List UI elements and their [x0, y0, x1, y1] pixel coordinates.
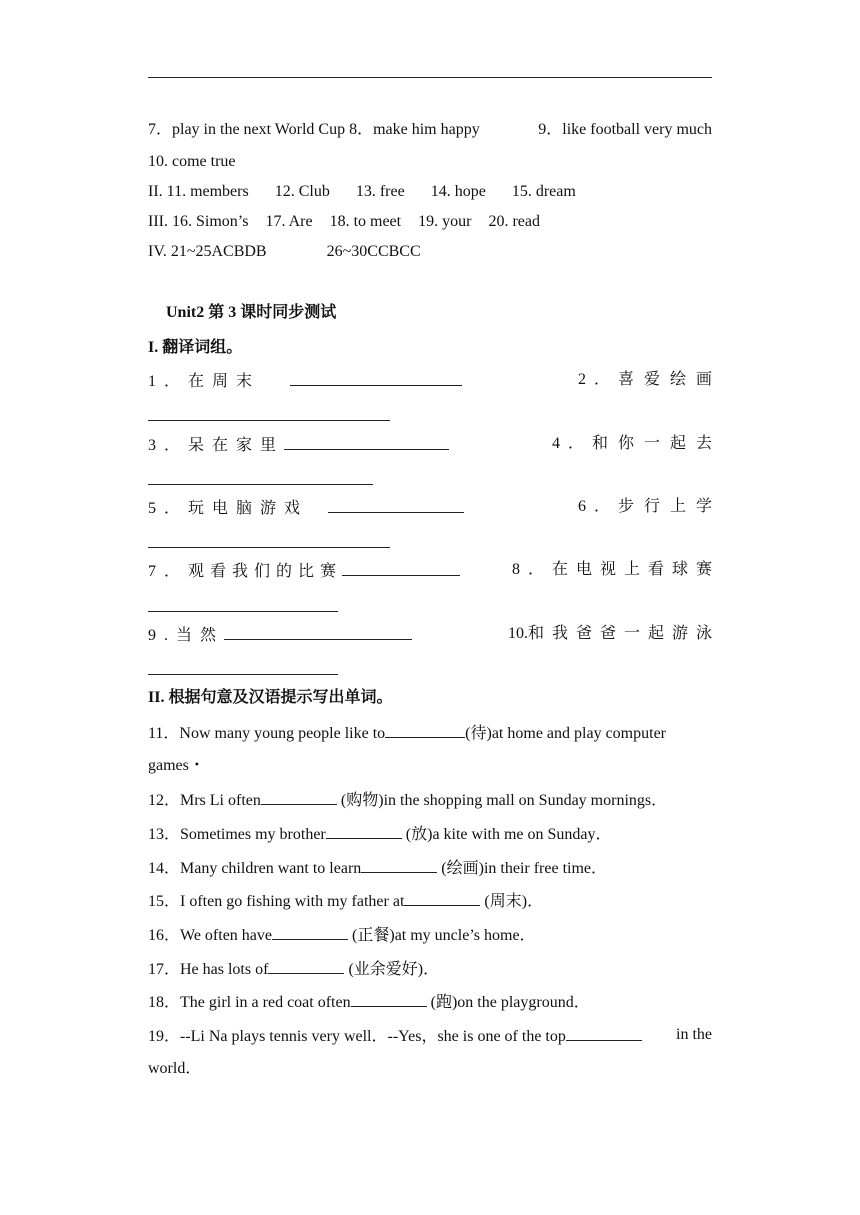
- answer-line-2: 10. come true: [148, 153, 236, 170]
- answer-blank[interactable]: [328, 497, 464, 513]
- part2-item-11-cont: games・: [148, 757, 205, 774]
- answer-line-4: [148, 212, 712, 232]
- part2-item-15: 15．I often go fishing with my father at (周末)．: [148, 890, 712, 912]
- answer-blank[interactable]: [268, 958, 344, 974]
- answer-15: 15. dream: [511, 183, 576, 200]
- part2-item-14: 14．Many children want to learn (绘画)in their free time．: [148, 857, 712, 879]
- answer-blank[interactable]: [148, 547, 390, 548]
- answer-blank[interactable]: [566, 1025, 642, 1041]
- part1-item-7: 7．观看我们的比赛: [148, 560, 460, 582]
- answer-blank[interactable]: [148, 674, 338, 675]
- answer-8: 8．make him happy: [349, 121, 480, 138]
- part2-item-12: 12．Mrs Li often (购物)in the shopping mall on Sunday mornings．: [148, 789, 712, 811]
- part1-item-2: 2．喜爱绘画: [577, 371, 722, 388]
- part2-item-17: 17．He has lots of (业余爱好)．: [148, 958, 712, 980]
- part1-row-5: [148, 624, 720, 646]
- header-rule: [148, 77, 712, 78]
- part1-item-8: 8．在电视上看球赛: [511, 561, 720, 578]
- answer-11: II. 11. members: [148, 183, 249, 200]
- part2-item-13: 13．Sometimes my brother (放)a kite with me on Sunday．: [148, 823, 712, 845]
- part2-heading: II. 根据句意及汉语提示写出单词。: [148, 689, 393, 706]
- part1-row-2: [148, 434, 722, 456]
- answer-blank[interactable]: [326, 823, 402, 839]
- part2-item-19: 19．--Li Na plays tennis very well．--Yes，she is one of the top in the: [148, 1026, 712, 1045]
- answer-blank[interactable]: [404, 890, 480, 906]
- part2-item-19-cont: world．: [148, 1060, 202, 1077]
- answer-17: 17. Are: [265, 213, 313, 230]
- answer-20: 20. read: [488, 213, 540, 230]
- part1-item-5: 5．玩电脑游戏: [148, 497, 464, 519]
- part1-row-3: [148, 497, 722, 519]
- answer-line-5: [148, 242, 712, 262]
- answer-26-30: 26~30CCBCC: [326, 243, 421, 260]
- answer-14: 14. hope: [430, 183, 486, 200]
- answer-blank[interactable]: [261, 789, 337, 805]
- answer-blank[interactable]: [361, 857, 437, 873]
- answer-blank[interactable]: [351, 991, 427, 1007]
- section-title: Unit2 第 3 课时同步测试: [166, 304, 337, 321]
- answer-blank[interactable]: [224, 624, 412, 640]
- answer-line-1: [148, 120, 712, 140]
- part1-item-6: 6．步行上学: [577, 498, 722, 515]
- answer-blank[interactable]: [284, 434, 449, 450]
- part2-item-16: 16．We often have (正餐)at my uncle’s home．: [148, 924, 712, 946]
- answer-13: 13. free: [355, 183, 405, 200]
- part1-item-1: 1．在周末: [148, 370, 462, 392]
- answer-18: 18. to meet: [329, 213, 402, 230]
- answer-21-25: IV. 21~25ACBDB: [148, 243, 267, 260]
- answer-line-3: [148, 182, 712, 202]
- part1-item-3: 3．呆在家里: [148, 434, 449, 456]
- answer-blank[interactable]: [148, 420, 390, 421]
- answer-blank[interactable]: [148, 611, 338, 612]
- answer-9: 9．like football very much: [538, 121, 712, 138]
- part2-item-18: 18．The girl in a red coat often (跑)on the playground．: [148, 991, 712, 1013]
- part1-row-4: [148, 560, 720, 582]
- answer-blank[interactable]: [290, 370, 462, 386]
- answer-19: 19. your: [418, 213, 472, 230]
- part1-heading: I. 翻译词组。: [148, 339, 243, 356]
- answer-16: III. 16. Simon’s: [148, 213, 249, 230]
- answer-blank[interactable]: [342, 560, 460, 576]
- part1-item-10: 10.和我爸爸一起游泳: [507, 625, 720, 642]
- part2-item-11: 11．Now many young people like to (待)at home and play computer: [148, 722, 712, 744]
- answer-blank[interactable]: [385, 722, 465, 738]
- answer-blank[interactable]: [148, 484, 373, 485]
- part1-item-9: 9.当然: [148, 624, 412, 646]
- part1-row-1: [148, 370, 722, 392]
- answer-blank[interactable]: [272, 924, 348, 940]
- answer-12: 12. Club: [274, 183, 330, 200]
- part1-item-4: 4．和你一起去: [551, 435, 722, 452]
- answer-7: 7．play in the next World Cup: [148, 121, 346, 138]
